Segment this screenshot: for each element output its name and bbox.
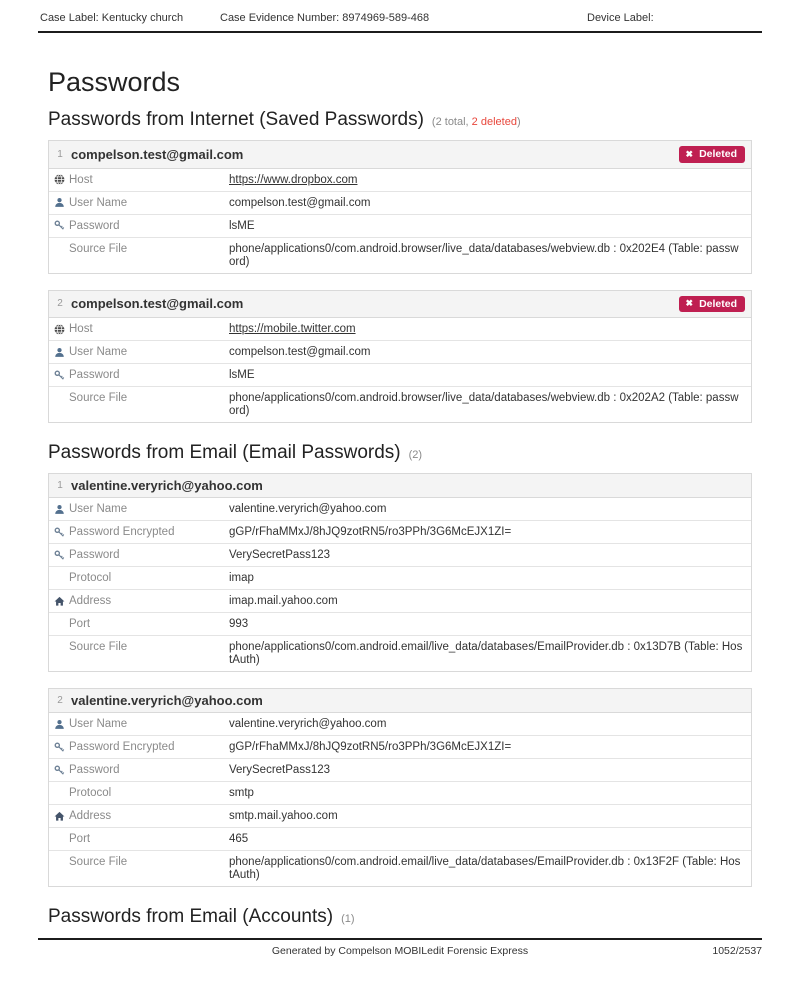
section-title: Passwords from Internet (Saved Passwords) [48,109,424,130]
field-label: User Name [69,718,128,730]
footer-page-number: 1052/2537 [712,945,762,957]
section-title: Passwords from Email (Accounts) [48,906,334,927]
page-footer [38,938,762,960]
field-label: User Name [69,346,128,358]
table-row [49,318,751,340]
field-label: Port [69,833,91,845]
card-header [49,141,751,169]
table-row [49,386,751,422]
table-row [49,735,751,758]
globe-icon [54,324,65,335]
page-header [38,0,762,33]
deleted-badge: ✖ Deleted [679,296,745,313]
table-row [49,827,751,850]
field-label: Source File [69,641,128,653]
field-value: VerySecretPass123 [229,549,331,561]
table-row [49,520,751,543]
x-icon: ✖ [685,148,694,159]
field-value: imap [229,572,254,584]
field-label: Port [69,618,91,630]
table-row [49,635,751,671]
field-value: compelson.test@gmail.com [229,346,371,358]
key-icon [54,765,65,776]
home-icon [54,596,65,607]
password-card [48,290,752,424]
field-label: Password [69,219,120,232]
card-number: 1 [57,148,63,160]
case-label: Case Label: Kentucky church [40,12,184,24]
table-row [49,612,751,635]
key-icon [54,370,65,381]
field-label: User Name [69,196,128,209]
table-row [49,214,751,237]
deleted-badge: ✖ Deleted [679,146,745,163]
user-icon [54,347,65,358]
card-number: 2 [57,298,63,310]
field-value: phone/applications0/com.android.browser/live_data/databases/webview.db : 0x202E4 (Table: password) [229,242,739,268]
field-label: Password [69,549,120,561]
field-label: Password [69,369,120,381]
field-label: Source File [69,856,128,868]
field-label: Address [69,810,112,822]
user-icon [54,197,65,208]
x-icon: ✖ [685,298,694,309]
field-value: lsME [229,369,255,381]
field-label: Host [69,323,93,335]
key-icon [54,550,65,561]
field-label: Address [69,595,112,607]
case-evidence-number: Case Evidence Number: 8974969-589-468 [220,12,430,24]
key-icon [54,527,65,538]
field-value: valentine.veryrich@yahoo.com [229,718,387,730]
card-title: valentine.veryrich@yahoo.com [71,478,263,493]
deleted-count: 2 deleted [471,116,517,128]
table-row [49,363,751,386]
section-count: (2) [408,449,423,461]
table-row [49,566,751,589]
field-label: Host [69,173,93,186]
section-title: Passwords from Email (Email Passwords) [48,442,401,463]
field-value: smtp [229,787,254,799]
section-heading-internet-saved [48,109,752,131]
password-card [48,140,752,274]
field-value: gGP/rFhaMMxJ/8hJQ9zotRN5/ro3PPh/3G6McEJX1ZI= [229,741,512,753]
section-heading-email-passwords [48,442,752,464]
table-row [49,804,751,827]
field-label: Source File [69,242,128,255]
home-icon [54,811,65,822]
section-heading-email-accounts [48,906,752,928]
table-row [49,169,751,191]
globe-icon [54,174,65,185]
table-row [49,498,751,520]
table-row [49,589,751,612]
field-value: valentine.veryrich@yahoo.com [229,503,387,515]
table-row [49,191,751,214]
card-title: valentine.veryrich@yahoo.com [71,693,263,708]
field-value: gGP/rFhaMMxJ/8hJQ9zotRN5/ro3PPh/3G6McEJX1ZI= [229,526,512,538]
password-card [48,688,752,887]
device-label: Device Label: [587,12,654,24]
section-count: (1) [341,913,355,925]
table-row [49,543,751,566]
user-icon [54,504,65,515]
card-number: 2 [57,695,63,706]
card-header [49,689,751,713]
table-row [49,781,751,804]
field-value: smtp.mail.yahoo.com [229,810,338,822]
card-header [49,474,751,498]
field-value: phone/applications0/com.android.browser/live_data/databases/webview.db : 0x202A2 (Table: password) [229,392,739,417]
field-label: Password Encrypted [69,741,175,753]
field-value: 465 [229,833,249,845]
field-label: Protocol [69,572,112,584]
field-label: Password [69,764,120,776]
field-value: VerySecretPass123 [229,764,331,776]
table-row [49,758,751,781]
field-value: phone/applications0/com.android.email/live_data/databases/EmailProvider.db : 0x13D7B (Table: HostAuth) [229,641,743,666]
field-value: lsME [229,219,255,232]
field-value: 993 [229,618,249,630]
field-value: compelson.test@gmail.com [229,196,371,209]
card-title: compelson.test@gmail.com [71,296,244,312]
table-row [49,850,751,886]
table-row [49,713,751,735]
table-row [49,237,751,273]
key-icon [54,742,65,753]
key-icon [54,220,65,231]
card-title: compelson.test@gmail.com [71,146,244,162]
table-row [49,340,751,363]
page-title: Passwords [48,67,181,97]
field-label: Password Encrypted [69,526,175,538]
user-icon [54,719,65,730]
card-header [49,291,751,319]
password-card [48,473,752,672]
section-count: (2 total, 2 deleted) [431,116,521,128]
field-value: phone/applications0/com.android.email/live_data/databases/EmailProvider.db : 0x13F2F (Table: HostAuth) [229,856,741,881]
host-link[interactable]: https://www.dropbox.com [229,173,358,186]
host-link[interactable]: https://mobile.twitter.com [229,323,356,335]
field-label: Source File [69,392,128,404]
field-value: imap.mail.yahoo.com [229,595,338,607]
card-number: 1 [57,480,63,491]
field-label: Protocol [69,787,112,799]
field-label: User Name [69,503,128,515]
footer-generated: Generated by Compelson MOBILedit Forensic Express [271,945,529,957]
